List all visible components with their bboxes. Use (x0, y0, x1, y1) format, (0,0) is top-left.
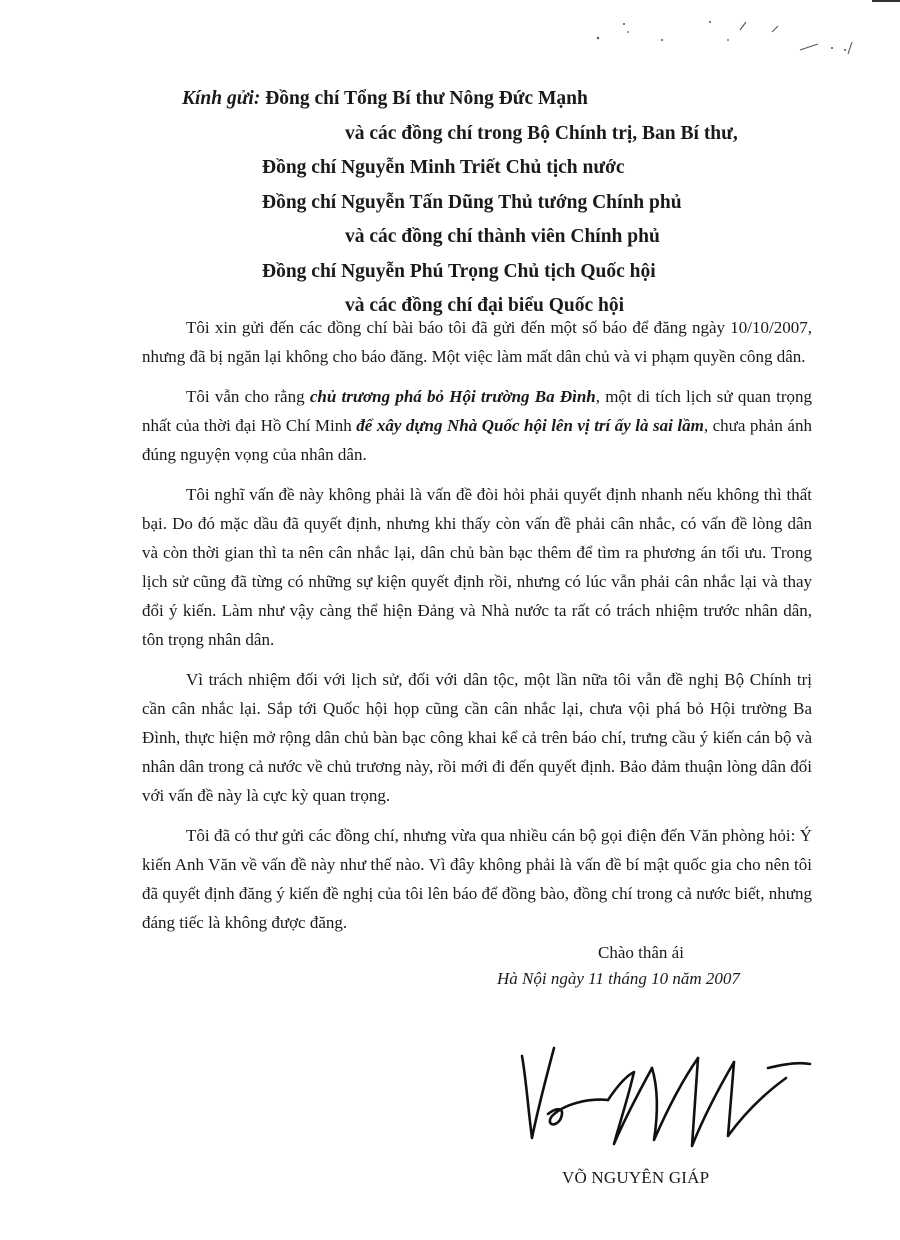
paragraph-3: Tôi nghĩ vấn đề này không phải là vấn đề đòi hỏi phải quyết định nhanh nếu không thì thất bại. Do đó mặc dầu đã quyết định, nhưng khi thấy còn vấn đề phải cân nhắc, có vấn đề lòng dân và còn thời gian thì ta nên cân nhắc lại, dân chủ bàn bạc thêm để tìm ra phương án tối ưu. Trong lịch sử cũng đã từng có những sự kiện quyết định rồi, nhưng có lúc vẫn phải cân nhắc lại và thay đổi ý kiến. Làm như vậy càng thể hiện Đảng và Nhà nước ta rất có trách nhiệm trước nhân dân, tôn trọng nhân dân. (142, 485, 812, 649)
signer-name: VÕ NGUYÊN GIÁP (562, 1168, 710, 1187)
paragraph-5: Tôi đã có thư gửi các đồng chí, nhưng vừa qua nhiều cán bộ gọi điện đến Văn phòng hỏi: Ý kiến Anh Văn về vấn đề này như thế nào. Vì đây không phải là vấn đề bí mật quốc gia cho nên tôi đã quyết định đăng ý kiến đề nghị của tôi lên báo để đồng bào, đồng chí trong cả nước biết, nhưng đáng tiếc là không được đăng. (142, 826, 812, 932)
closing-greeting: Chào thân ái (598, 943, 684, 962)
salutation-prefix: Kính gửi: (182, 88, 261, 109)
paragraph-2 (142, 382, 812, 469)
paragraph-1: Tôi xin gửi đến các đồng chí bài báo tôi đã gửi đến một số báo để đăng ngày 10/10/2007, nhưng đã bị ngăn lại không cho báo đăng. Một việc làm mất dân chủ và vi phạm quyền công dân. (142, 318, 812, 366)
date-line: Hà Nội ngày 11 tháng 10 năm 2007 (497, 969, 740, 988)
paragraph-2-emphasis-1: chủ trương phá bỏ Hội trường Ba Đình (309, 387, 596, 406)
salutation-line-1 (182, 82, 588, 117)
letter-body (142, 313, 812, 948)
paragraph-4: Vì trách nhiệm đối với lịch sử, đối với dân tộc, một lần nữa tôi vẫn đề nghị Bộ Chính trị cần cân nhắc lại. Sắp tới Quốc hội họp cũng cần cân nhắc lại, chưa vội phá bỏ Hội trường Ba Đình, thực hiện mở rộng dân chủ bàn bạc công khai kể cả trên báo chí, trưng cầu ý kiến cán bộ và nhân dân trong cả nước về chủ trương này, rồi mới đi đến quyết định. Bảo đảm thuận lòng dân đối với vấn đề này là cực kỳ quan trọng. (142, 670, 812, 805)
salutation-recipient-1: Đồng chí Tổng Bí thư Nông Đức Mạnh (260, 88, 588, 109)
paragraph-2-part-e: , chưa phản ánh đúng nguyện vọng của nhân dân. (142, 416, 812, 464)
salutation-line-4: Đồng chí Nguyễn Tấn Dũng Thủ tướng Chính phủ (262, 191, 682, 213)
scan-edge-mark (872, 0, 900, 2)
salutation-line-7: và các đồng chí đại biểu Quốc hội (345, 295, 624, 316)
paragraph-2-emphasis-2: để xây dựng Nhà Quốc hội lên vị trí ấy là sai lầm (356, 416, 704, 435)
salutation-line-2: và các đồng chí trong Bộ Chính trị, Ban Bí thư, (345, 122, 738, 144)
scan-speckles (590, 10, 870, 65)
salutation-line-3: Đồng chí Nguyễn Minh Triết Chủ tịch nước (262, 157, 625, 178)
paragraph-2-part-a: Tôi vẫn cho rằng (186, 387, 310, 406)
paragraph-2-part-c: , một di tích lịch sử quan trọng nhất của thời đại Hồ Chí Minh (142, 387, 812, 435)
handwritten-signature (508, 1028, 818, 1158)
salutation-line-6: Đồng chí Nguyễn Phú Trọng Chủ tịch Quốc hội (262, 260, 656, 282)
salutation-line-5: và các đồng chí thành viên Chính phủ (345, 226, 660, 247)
